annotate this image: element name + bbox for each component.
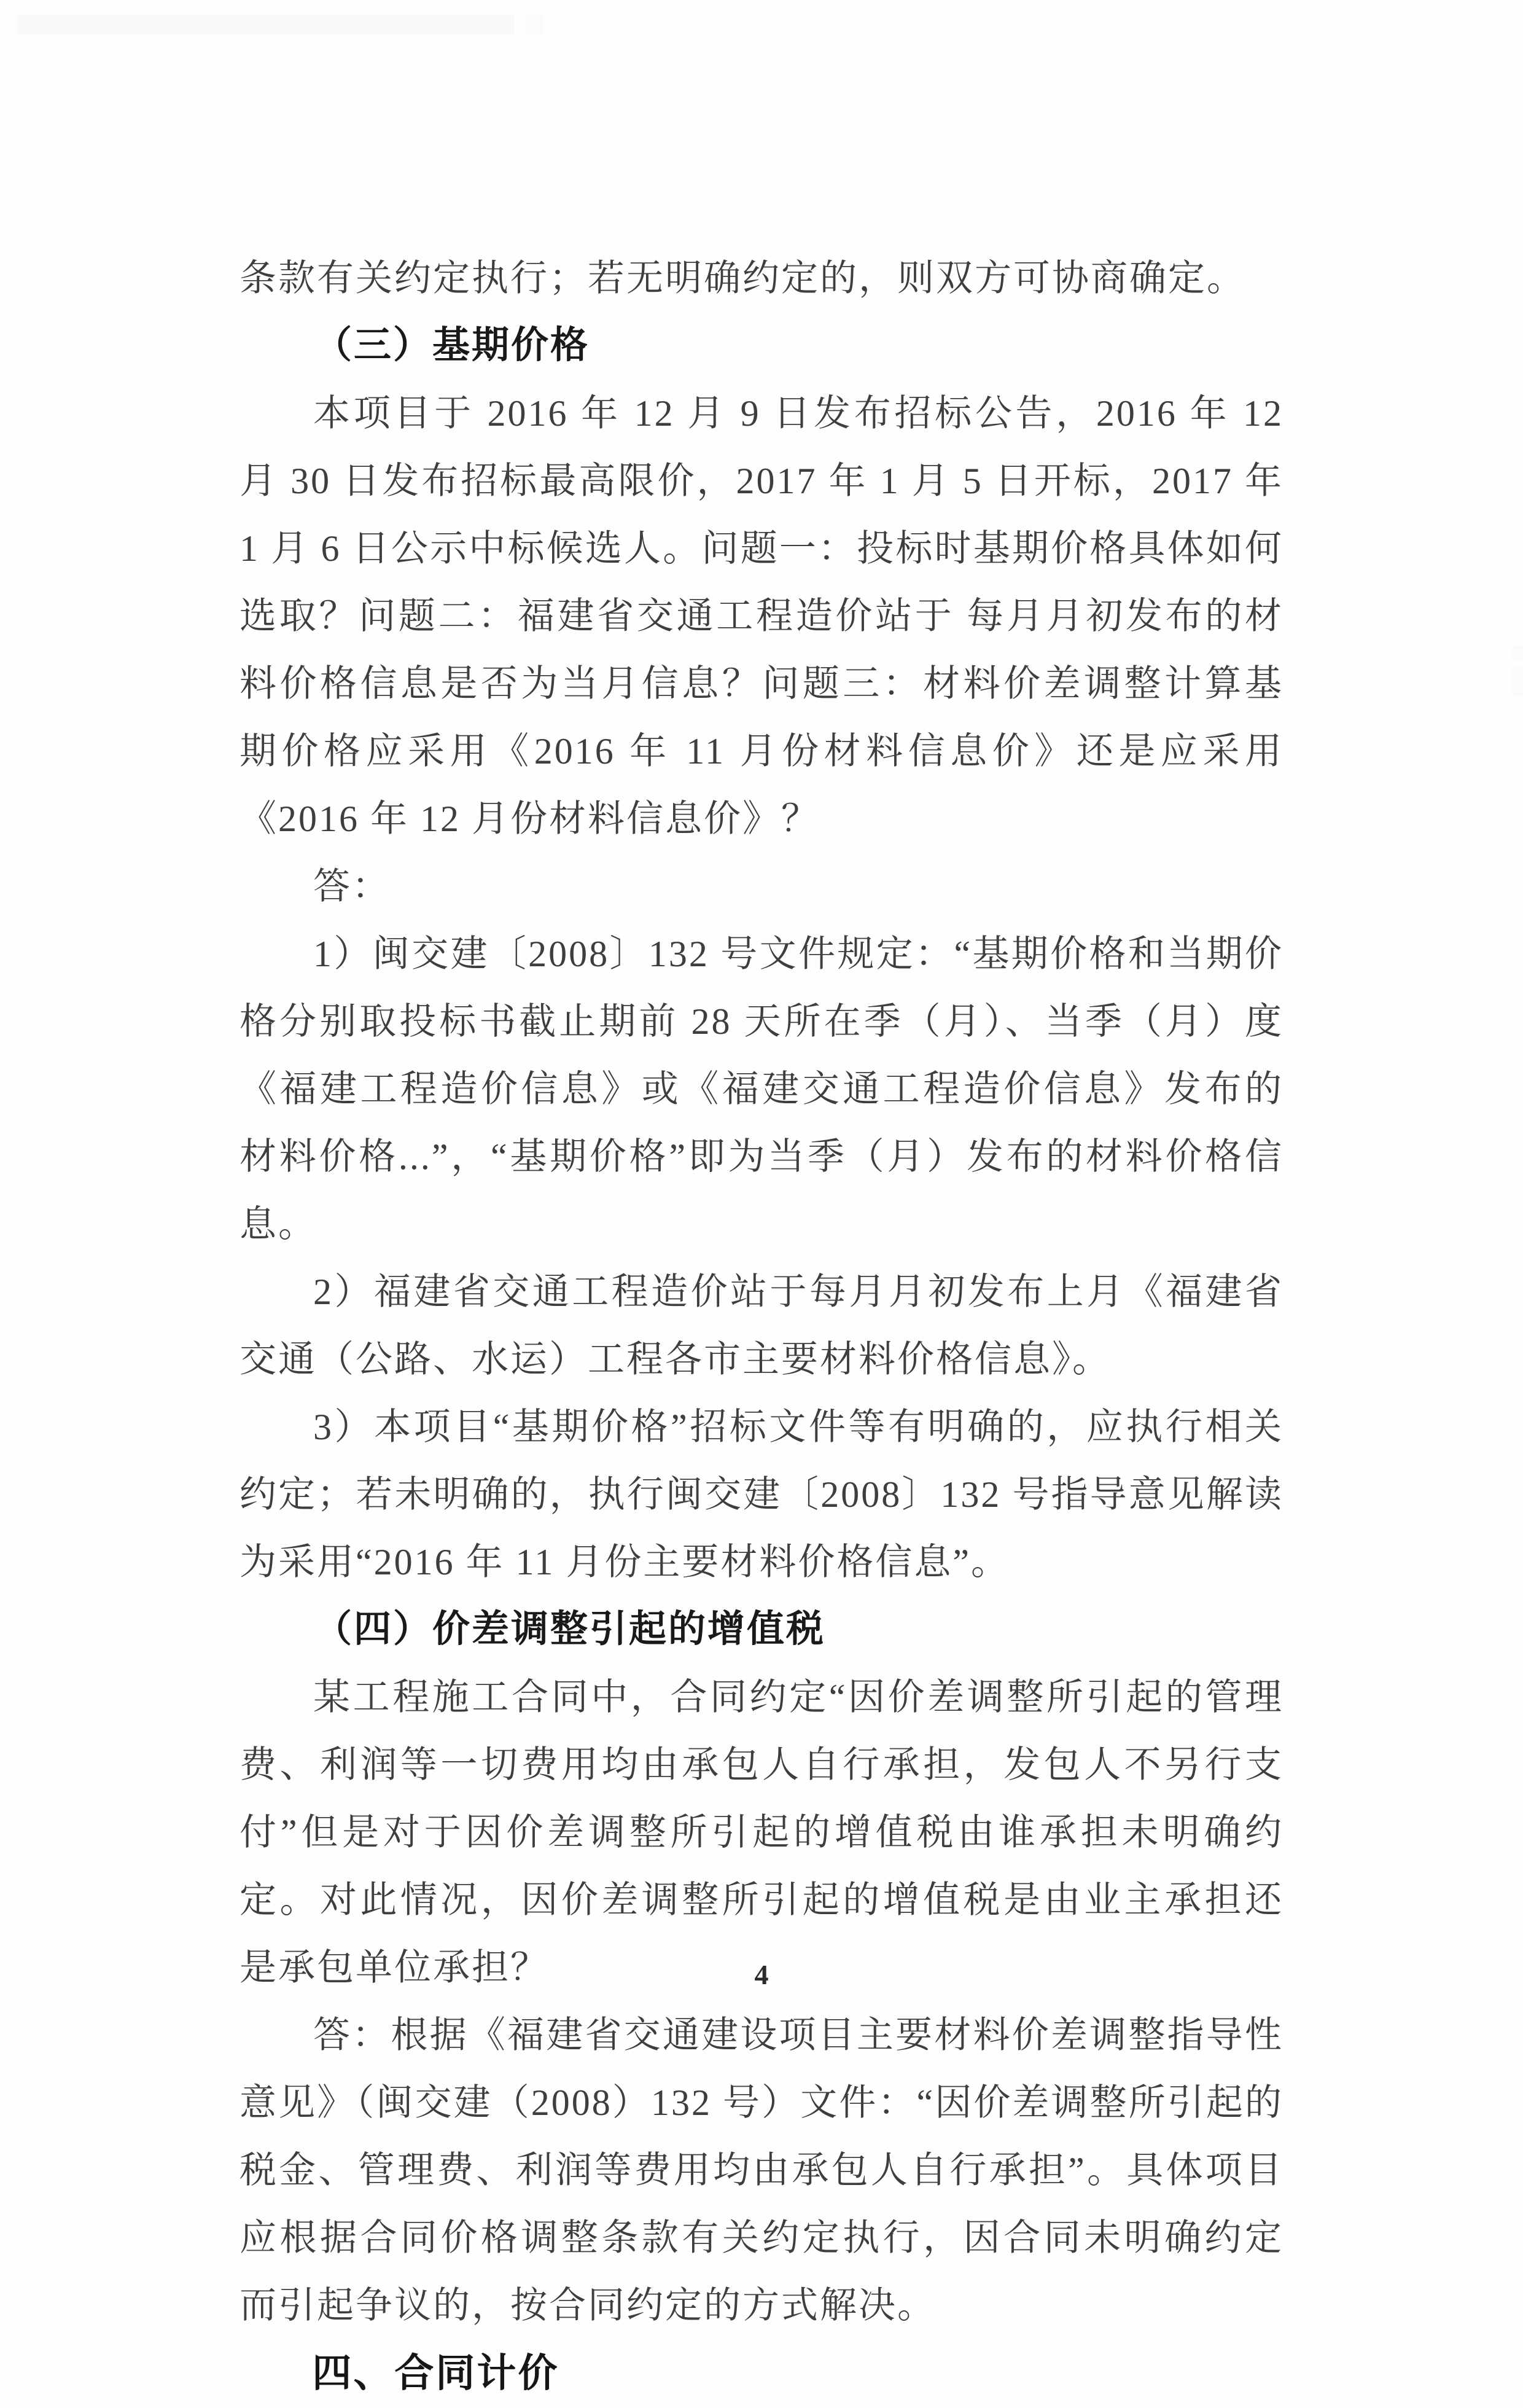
page-number: 4 [754, 1959, 769, 1990]
paragraph-answer-item-2: 2）福建省交通工程造价站于每月月初发布上月《福建省交通（公路、水运）工程各市主要材料价格信息》。 [240, 1272, 1283, 1380]
paragraph-answer-label: 答： [313, 866, 391, 907]
scan-artifact-band [17, 15, 515, 34]
paragraph-answer-item-1: 1）闽交建〔2008〕132 号文件规定：“基期价格和当期价格分别取投标书截止期前 28 天所在季（月）、当季（月）度《福建工程造价信息》或《福建交通工程造价信息》发布的材料价格...”，“基期价格”即为当季（月）发布的材料价格信息。 [240, 934, 1283, 1245]
page-content [240, 244, 1283, 2408]
scan-artifact-right-edge [1512, 667, 1523, 697]
paragraph-vat-answer: 答：根据《福建省交通建设项目主要材料价差调整指导性意见》（闽交建（2008）132 号）文件：“因价差调整所引起的税金、管理费、利润等费用均由承包人自行承担”。具体项目应根据合同价格调整条款有关约定执行，因合同未明确约定而引起争议的，按合同约定的方式解决。 [240, 2015, 1283, 2326]
paragraph-answer-item-3: 3）本项目“基期价格”招标文件等有明确的，应执行相关约定；若未明确的，执行闽交建〔2008〕132 号指导意见解读为采用“2016 年 11 月份主要材料价格信息”。 [240, 1407, 1283, 1582]
paragraph-project-dates-questions: 本项目于 2016 年 12 月 9 日发布招标公告，2016 年 12 月 30 日发布招标最高限价，2017 年 1 月 5 日开标，2017 年 1 月 6 日公示中标候选人。问题一：投标时基期价格具体如何选取？问题二：福建省交通工程造价站于 每月月初发布的材料价格信息是否为当月信息？问题三：材料价差调整计算基期价格应采用《2016 年 11 月份材料信息价》还是应采用《2016 年 12 月份材料信息价》？ [240, 393, 1283, 839]
section-heading-vat-from-price-adjustment: （四）价差调整引起的增值税 [314, 1609, 826, 1650]
scan-artifact-square [525, 15, 543, 34]
paragraph-vat-question: 某工程施工合同中，合同约定“因价差调整所引起的管理费、利润等一切费用均由承包人自行承担，发包人不另行支付”但是对于因价差调整所引起的增值税由谁承担未明确约定。对此情况，因价差调整所引起的增值税是由业主承担还是承包单位承担？ [240, 1677, 1283, 1988]
chapter-heading-contract-pricing: 四、合同计价 [312, 2351, 559, 2395]
scan-artifact-right-edge [1512, 645, 1523, 661]
paragraph-continued-from-previous-page: 条款有关约定执行；若无明确约定的，则双方可协商确定。 [240, 258, 1245, 299]
section-heading-base-period-price: （三）基期价格 [314, 325, 590, 366]
